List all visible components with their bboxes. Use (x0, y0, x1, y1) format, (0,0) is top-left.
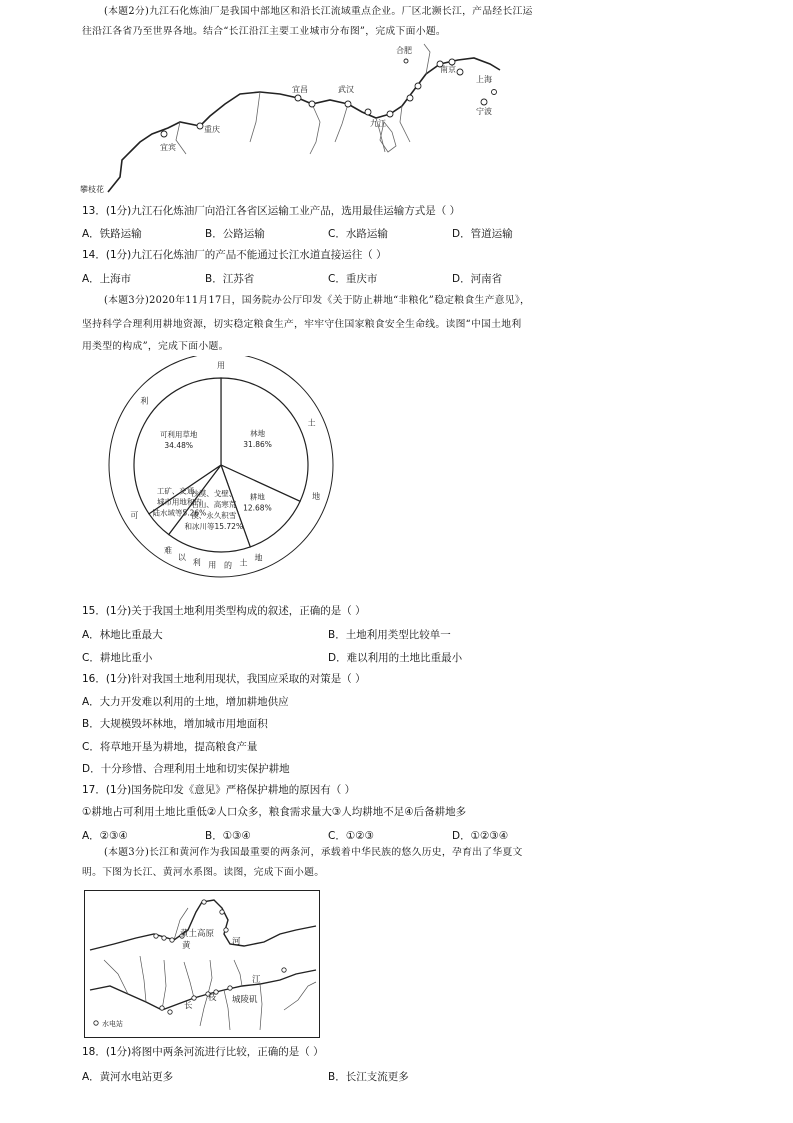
q18-option-b[interactable]: B．长江支流更多 (328, 1071, 409, 1083)
intro3-line2: 明。下图为长江、黄河水系图。读图，完成下面小题。 (82, 867, 325, 878)
dam-dot (170, 938, 174, 942)
city-dot (404, 59, 408, 63)
ring-label-unusable: 难 (164, 545, 172, 555)
q16-option-c[interactable]: C．将草地开垦为耕地，提高粮食产量 (82, 741, 258, 753)
pie-slice-label: 沙漠、戈壁、石山、高寒荒漠、永久积雪和冰川等15.72% (184, 488, 244, 531)
city-label-ningbo: 宁波 (476, 107, 492, 116)
city-dot (365, 109, 371, 115)
q13-stem: 13．(1分)九江石化炼油厂向沿江各省区运输工业产品，选用最佳运输方式是（ ） (82, 205, 461, 217)
city-dot (481, 99, 487, 105)
tributary-4 (335, 104, 348, 142)
dam-dot (228, 986, 232, 990)
ring-label-unusable: 用 (208, 560, 217, 570)
dam-dot (162, 936, 166, 940)
q17-option-b[interactable]: B．①③④ (205, 830, 251, 842)
q13-option-b[interactable]: B．公路运输 (205, 228, 265, 240)
q16-option-a[interactable]: A．大力开发难以利用的土地，增加耕地供应 (82, 696, 289, 708)
city-label-jiujiang: 九江 (370, 119, 386, 128)
label-he: 河 (232, 937, 241, 947)
q14-stem: 14．(1分)九江石化炼油厂的产品不能通过长江水道直接运往（ ） (82, 249, 387, 261)
city-label-nanjing: 南京 (440, 65, 456, 74)
dam-dot (192, 996, 196, 1000)
city-dot (492, 90, 497, 95)
city-dot (387, 111, 393, 117)
q15-option-d[interactable]: D．难以利用的土地比重最小 (328, 652, 463, 664)
label-loess-plateau: 黄土高原 (180, 929, 215, 939)
ring-label-unusable: 土 (239, 558, 248, 568)
tributary-2 (250, 92, 260, 142)
intro2-line1: (本题3分)2020年11月17日，国务院办公厅印发《关于防止耕地“非粮化”稳定粮食生产意见》， (104, 295, 531, 306)
city-dot (161, 131, 167, 137)
ring-label-unusable: 利 (192, 558, 201, 567)
label-chang: 长 (184, 1001, 193, 1011)
q18-stem: 18．(1分)将图中两条河流进行比较，正确的是（ ） (82, 1046, 324, 1058)
q13-option-a[interactable]: A．铁路运输 (82, 228, 142, 240)
dam-dot (168, 1010, 172, 1014)
city-label-yibin: 宜宾 (160, 143, 176, 152)
pie-slice-label: 耕地 12.68% (243, 492, 272, 513)
dam-dot (202, 900, 206, 904)
city-dot (415, 83, 421, 89)
q17-reasons: ①耕地占可利用土地比重低②人口众多，粮食需求量大③人均耕地不足④后备耕地多 (82, 806, 467, 818)
dam-dot (154, 934, 158, 938)
q13-option-d[interactable]: D．管道运输 (452, 228, 513, 240)
dam-dot (224, 928, 228, 932)
tributary-3 (310, 104, 320, 154)
q17-option-c[interactable]: C．①②③ (328, 830, 375, 842)
yangtze-city-map (80, 42, 520, 197)
ring-label-unusable: 以 (177, 553, 186, 563)
city-label-chongqing: 重庆 (204, 125, 220, 134)
label-huang: 黄 (182, 941, 191, 951)
q14-option-b[interactable]: B．江苏省 (205, 273, 255, 285)
city-dot (345, 101, 351, 107)
ring-label-unusable: 地 (254, 553, 263, 563)
city-label-hefei: 合肥 (396, 46, 412, 55)
q14-option-d[interactable]: D．河南省 (452, 273, 503, 285)
q15-option-a[interactable]: A．林地比重最大 (82, 629, 163, 641)
city-label-yichang: 宜昌 (292, 85, 308, 94)
q15-stem: 15．(1分)关于我国土地利用类型构成的叙述，正确的是（ ） (82, 605, 366, 617)
tributary-6 (400, 106, 410, 142)
ring-label-usable: 可 (130, 511, 139, 520)
city-dot (197, 123, 203, 129)
label-chenglingji: 城陵矶 (232, 995, 258, 1005)
yangtze-river-line (108, 58, 500, 192)
label-zhi: 枝 (208, 993, 217, 1003)
city-dot (295, 95, 301, 101)
legend-label: 水电站 (102, 1020, 123, 1028)
intro3-line1: (本题3分)长江和黄河作为我国最重要的两条河，承载着中华民族的悠久历史，孕育出了华夏文 (104, 847, 523, 858)
q15-option-c[interactable]: C．耕地比重小 (82, 652, 153, 664)
ring-label-usable: 地 (312, 491, 321, 501)
label-jiang: 江 (252, 975, 261, 985)
q17-stem: 17．(1分)国务院印发《意见》严格保护耕地的原因有（ ） (82, 784, 356, 796)
intro2-line2: 坚持科学合理利用耕地资源，切实稳定粮食生产，牢牢守住国家粮食安全生命线。读图“中国土地利 (82, 319, 522, 330)
q13-option-c[interactable]: C．水路运输 (328, 228, 388, 240)
q14-option-c[interactable]: C．重庆市 (328, 273, 378, 285)
intro1-line1: (本题2分)九江石化炼油厂是我国中部地区和沿长江流域重点企业。厂区北濒长江，产品经长江运 (104, 6, 533, 17)
city-dot (407, 95, 413, 101)
q16-option-b[interactable]: B．大规模毁坏林地，增加城市用地面积 (82, 718, 268, 730)
land-use-pie-chart (100, 356, 340, 580)
q16-option-d[interactable]: D．十分珍惜、合理利用土地和切实保护耕地 (82, 763, 290, 775)
intro1-line2: 往沿江各省乃至世界各地。结合“长江沿江主要工业城市分布图”，完成下面小题。 (82, 26, 447, 37)
city-label-shanghai: 上海 (476, 75, 492, 84)
q14-option-a[interactable]: A．上海市 (82, 273, 132, 285)
dam-dot (220, 910, 224, 914)
dam-dot (282, 968, 286, 972)
ring-label-usable: 用 (217, 361, 225, 370)
pie-slice-label: 可利用草地 34.48% (159, 430, 198, 451)
q16-stem: 16．(1分)针对我国土地利用现状，我国应采取的对策是（ ） (82, 673, 366, 685)
tributary-7 (424, 44, 430, 74)
legend-dam-icon (94, 1021, 98, 1025)
city-dot (457, 69, 463, 75)
pie-slice-label: 林地 31.86% (243, 429, 272, 449)
q15-option-b[interactable]: B．土地利用类型比较单一 (328, 629, 451, 641)
city-label-wuhan: 武汉 (338, 85, 354, 94)
tributary-1 (176, 122, 186, 154)
ring-label-unusable: 的 (224, 560, 232, 570)
pie-slice-label: 工矿、交通、城市用地和内陆水域等5.26% (152, 486, 207, 518)
q17-option-a[interactable]: A．②③④ (82, 830, 128, 842)
city-label-panzhihua: 攀枝花 (80, 185, 104, 194)
dam-dot (160, 1006, 164, 1010)
river-system-map (84, 890, 320, 1038)
ring-label-usable: 利 (140, 396, 149, 406)
q17-option-d[interactable]: D．①②③④ (452, 830, 509, 842)
city-dot (309, 101, 315, 107)
intro2-line3: 用类型的构成”，完成下面小题。 (82, 341, 229, 352)
ring-label-usable: 土 (307, 418, 316, 428)
q18-option-a[interactable]: A．黄河水电站更多 (82, 1071, 174, 1083)
